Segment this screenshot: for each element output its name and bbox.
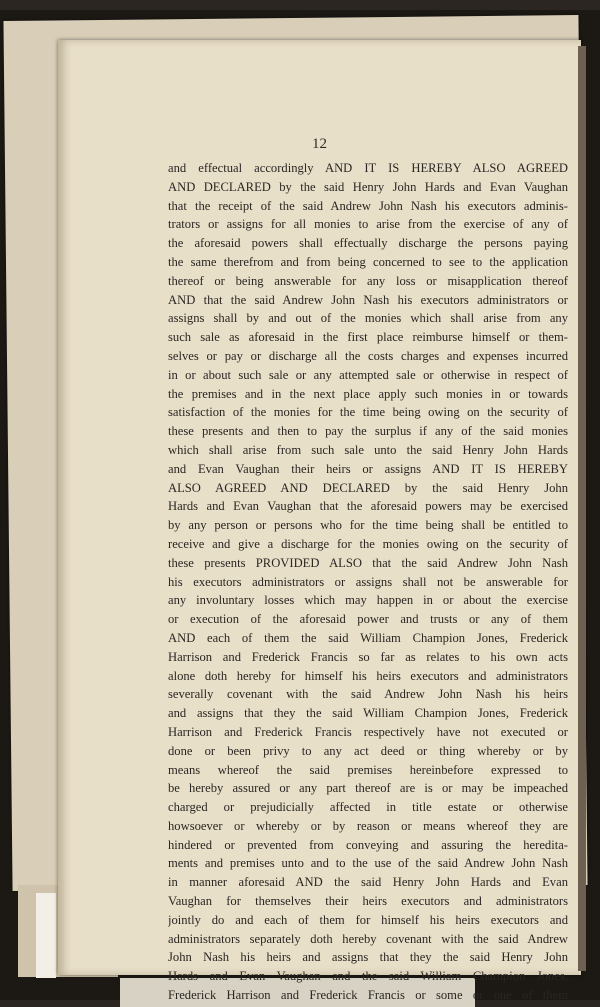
text-line: that the receipt of the said Andrew John Nash his executors adminis- xyxy=(168,198,568,213)
text-line: Hards and Evan Vaughan that the aforesaid powers may be exercised xyxy=(168,499,568,514)
text-line: be hereby assured or any part thereof are is or may be impeached xyxy=(168,781,568,796)
page-edge xyxy=(578,46,586,971)
text-line: which shall arise from such sale unto the said Henry John Hards xyxy=(168,442,568,457)
text-line: the aforesaid powers shall effectually discharge the persons paying xyxy=(168,236,568,251)
text-line: AND each of them the said William Champion Jones, Frederick xyxy=(168,630,568,645)
text-line: ments and premises unto and to the use of the said Andrew John Nash xyxy=(168,856,568,871)
text-line: his executors administrators or assigns shall not be answerable for xyxy=(168,574,568,589)
text-line: assigns shall by and out of the monies which shall arise from any xyxy=(168,311,568,326)
text-line: done or been privy to any act deed or thing whereby or by xyxy=(168,743,568,758)
text-line: jointly do and each of them for himself his heirs executors and xyxy=(168,912,568,927)
text-line: severally covenant with the said Andrew John Nash his heirs xyxy=(168,687,568,702)
text-line: Harrison and Frederick Francis respectively have not executed or xyxy=(168,724,568,739)
text-line: in or about such sale or any attempted sale or otherwise in respect of xyxy=(168,367,568,382)
text-line: alone doth hereby for himself his heirs executors and administrators xyxy=(168,668,568,683)
text-line: administrators separately doth hereby covenant with the said Andrew xyxy=(168,931,568,946)
text-line: by any person or persons who for the time being shall be entitled to xyxy=(168,518,568,533)
text-line: selves or pay or discharge all the costs charges and expenses incurred xyxy=(168,348,568,363)
document-page xyxy=(58,40,581,1003)
text-line: AND that the said Andrew John Nash his executors administrators or xyxy=(168,292,568,307)
text-line: these presents PROVIDED ALSO that the said Andrew John Nash xyxy=(168,555,568,570)
text-line: ALSO AGREED AND DECLARED by the said Henry John xyxy=(168,480,568,495)
text-line: Hards and Evan Vaughan and the said William Champion Jones, xyxy=(168,969,568,984)
text-line: thereof or being answerable for any loss or misapplication thereof xyxy=(168,273,568,288)
text-line: and assigns that they the said William Champion Jones, Frederick xyxy=(168,706,568,721)
text-line: AND DECLARED by the said Henry John Hards and Evan Vaughan xyxy=(168,179,568,194)
text-line: in manner aforesaid AND the said Henry John Hards and Evan xyxy=(168,875,568,890)
text-line: satisfaction of the monies for the time being owing on the security of xyxy=(168,405,568,420)
text-line: or execution of the aforesaid power and trusts or any of them xyxy=(168,612,568,627)
text-line: the same therefrom and from being concerned to see to the application xyxy=(168,254,568,269)
text-line: and Evan Vaughan their heirs or assigns AND IT IS HEREBY xyxy=(168,461,568,476)
text-line: means whereof the said premises hereinbefore expressed to xyxy=(168,762,568,777)
text-line: receive and give a discharge for the monies owing on the security of xyxy=(168,536,568,551)
text-line: Vaughan for themselves their heirs executors and administrators xyxy=(168,894,568,909)
text-line: hindered or prevented from conveying and assuring the heredita- xyxy=(168,837,568,852)
paper-strip xyxy=(36,893,56,978)
text-line: Frederick Harrison and Frederick Francis or some or one of them xyxy=(168,988,568,1003)
text-line: charged or prejudicially affected in title estate or otherwise xyxy=(168,800,568,815)
text-line: and effectual accordingly AND IT IS HEREBY ALSO AGREED xyxy=(168,161,568,175)
text-line: trators or assigns for all monies to arise from the exercise of any of xyxy=(168,217,568,232)
text-line: any involuntary losses which may happen in or about the exercise xyxy=(168,593,568,608)
body-text xyxy=(168,159,568,1005)
text-line: John Nash his heirs and assigns that they the said Henry John xyxy=(168,950,568,965)
text-line: such sale as aforesaid in the first place reimburse himself or them- xyxy=(168,330,568,345)
text-line: these presents and then to pay the surplus if any of the said monies xyxy=(168,424,568,439)
page-number: 12 xyxy=(312,136,327,152)
text-line: the premises and in the next place apply such monies in or towards xyxy=(168,386,568,401)
text-line: howsoever or whereby or by reason or means whereof they are xyxy=(168,818,568,833)
text-line: Harrison and Frederick Francis so far as relates to his own acts xyxy=(168,649,568,664)
